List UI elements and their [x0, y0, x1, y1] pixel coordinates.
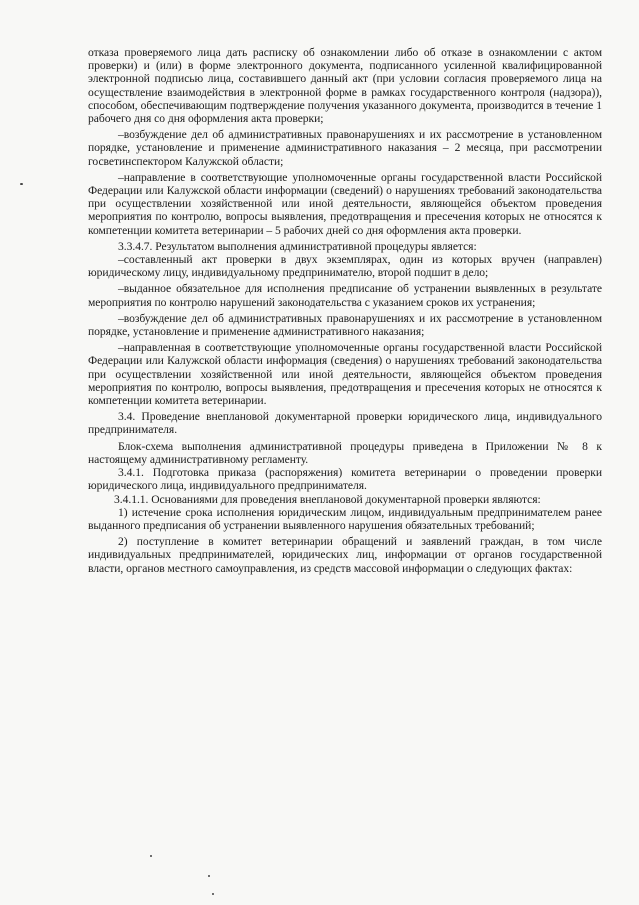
- paragraph-item: –направленная в соответствующие уполномоченные органы государственной власти Российской Федерации или Калужской области информация (сведения) о нарушениях требований законодательства при осуществлении хозяйственной или иной деятельности, являющейся объектом проведения мероприятия по контролю, вопросы выявления, предотвращения и пресечения которых не относятся к компетенции комитета ветеринарии.: [88, 341, 602, 408]
- paragraph-item: –возбуждение дел об административных правонарушениях и их рассмотрение в установленном порядке, установление и применение административного наказания – 2 месяца, при рассмотрении госветинспектором Калужской области;: [88, 128, 602, 168]
- list-item: 2) поступление в комитет ветеринарии обращений и заявлений граждан, в том числе индивидуальных предпринимателей, юридических лиц, информации от органов государственной власти, органов местного самоуправления, из средств массовой информации о следующих фактах:: [88, 535, 602, 575]
- section-heading: 3.4. Проведение внеплановой документарной проверки юридического лица, индивидуального предпринимателя.: [88, 410, 602, 437]
- scan-speck: [212, 893, 214, 895]
- scan-speck: [20, 183, 23, 185]
- document-body: [88, 46, 602, 578]
- scan-speck: [208, 875, 210, 877]
- paragraph-item: –возбуждение дел об административных правонарушениях и их рассмотрение в установленном порядке, установление и применение административного наказания;: [88, 311, 602, 339]
- paragraph: 3.4.1.1. Основаниями для проведения внеплановой документарной проверки являются:: [114, 492, 541, 506]
- paragraph-item: –выданное обязательное для исполнения предписание об устранении выявленных в результате мероприятия по контролю нарушений законодательства с указанием сроков их устранения;: [88, 282, 602, 309]
- paragraph-heading: 3.3.4.7. Результатом выполнения административной процедуры является:: [118, 239, 477, 253]
- list-item: 1) истечение срока исполнения юридическим лицом, индивидуальным предпринимателем ранее выданного предписания об устранении выявленного нарушения обязательных требований;: [88, 505, 602, 532]
- paragraph-continuation: отказа проверяемого лица дать расписку об ознакомлении либо об отказе в ознакомлении с актом проверки) и (или) в форме электронного документа, подписанного усиленной квалифицированной электронной подписью лица, составившего данный акт (при условии согласия проверяемого лица на осуществление взаимодействия в электронной форме в рамках государственного контроля (надзора)), способом, обеспечивающим подтверждение получения указанного документа, производится в течение 1 рабочего дня со дня оформления акта проверки;: [88, 46, 602, 126]
- subsection-heading: 3.4.1. Подготовка приказа (распоряжения) комитета ветеринарии о проведении проверки юридического лица, индивидуального предпринимателя.: [88, 466, 602, 493]
- scan-speck: [150, 855, 152, 857]
- paragraph: Блок-схема выполнения административной процедуры приведена в Приложении № 8 к настоящему административному регламенту.: [88, 439, 602, 466]
- paragraph-item: –направление в соответствующие уполномоченные органы государственной власти Российской Федерации или Калужской области информации (сведений) о нарушениях требований законодательства при осуществлении хозяйственной или иной деятельности, являющейся объектом проведения мероприятия по контролю, вопросы выявления, предотвращения и пресечения которых не относятся к компетенции комитета ветеринарии – 5 рабочих дней со дня оформления акта проверки.: [88, 170, 602, 237]
- paragraph-item: –составленный акт проверки в двух экземплярах, один из которых вручен (направлен) юридическому лицу, индивидуальному предпринимателю, второй подшит в дело;: [88, 253, 602, 280]
